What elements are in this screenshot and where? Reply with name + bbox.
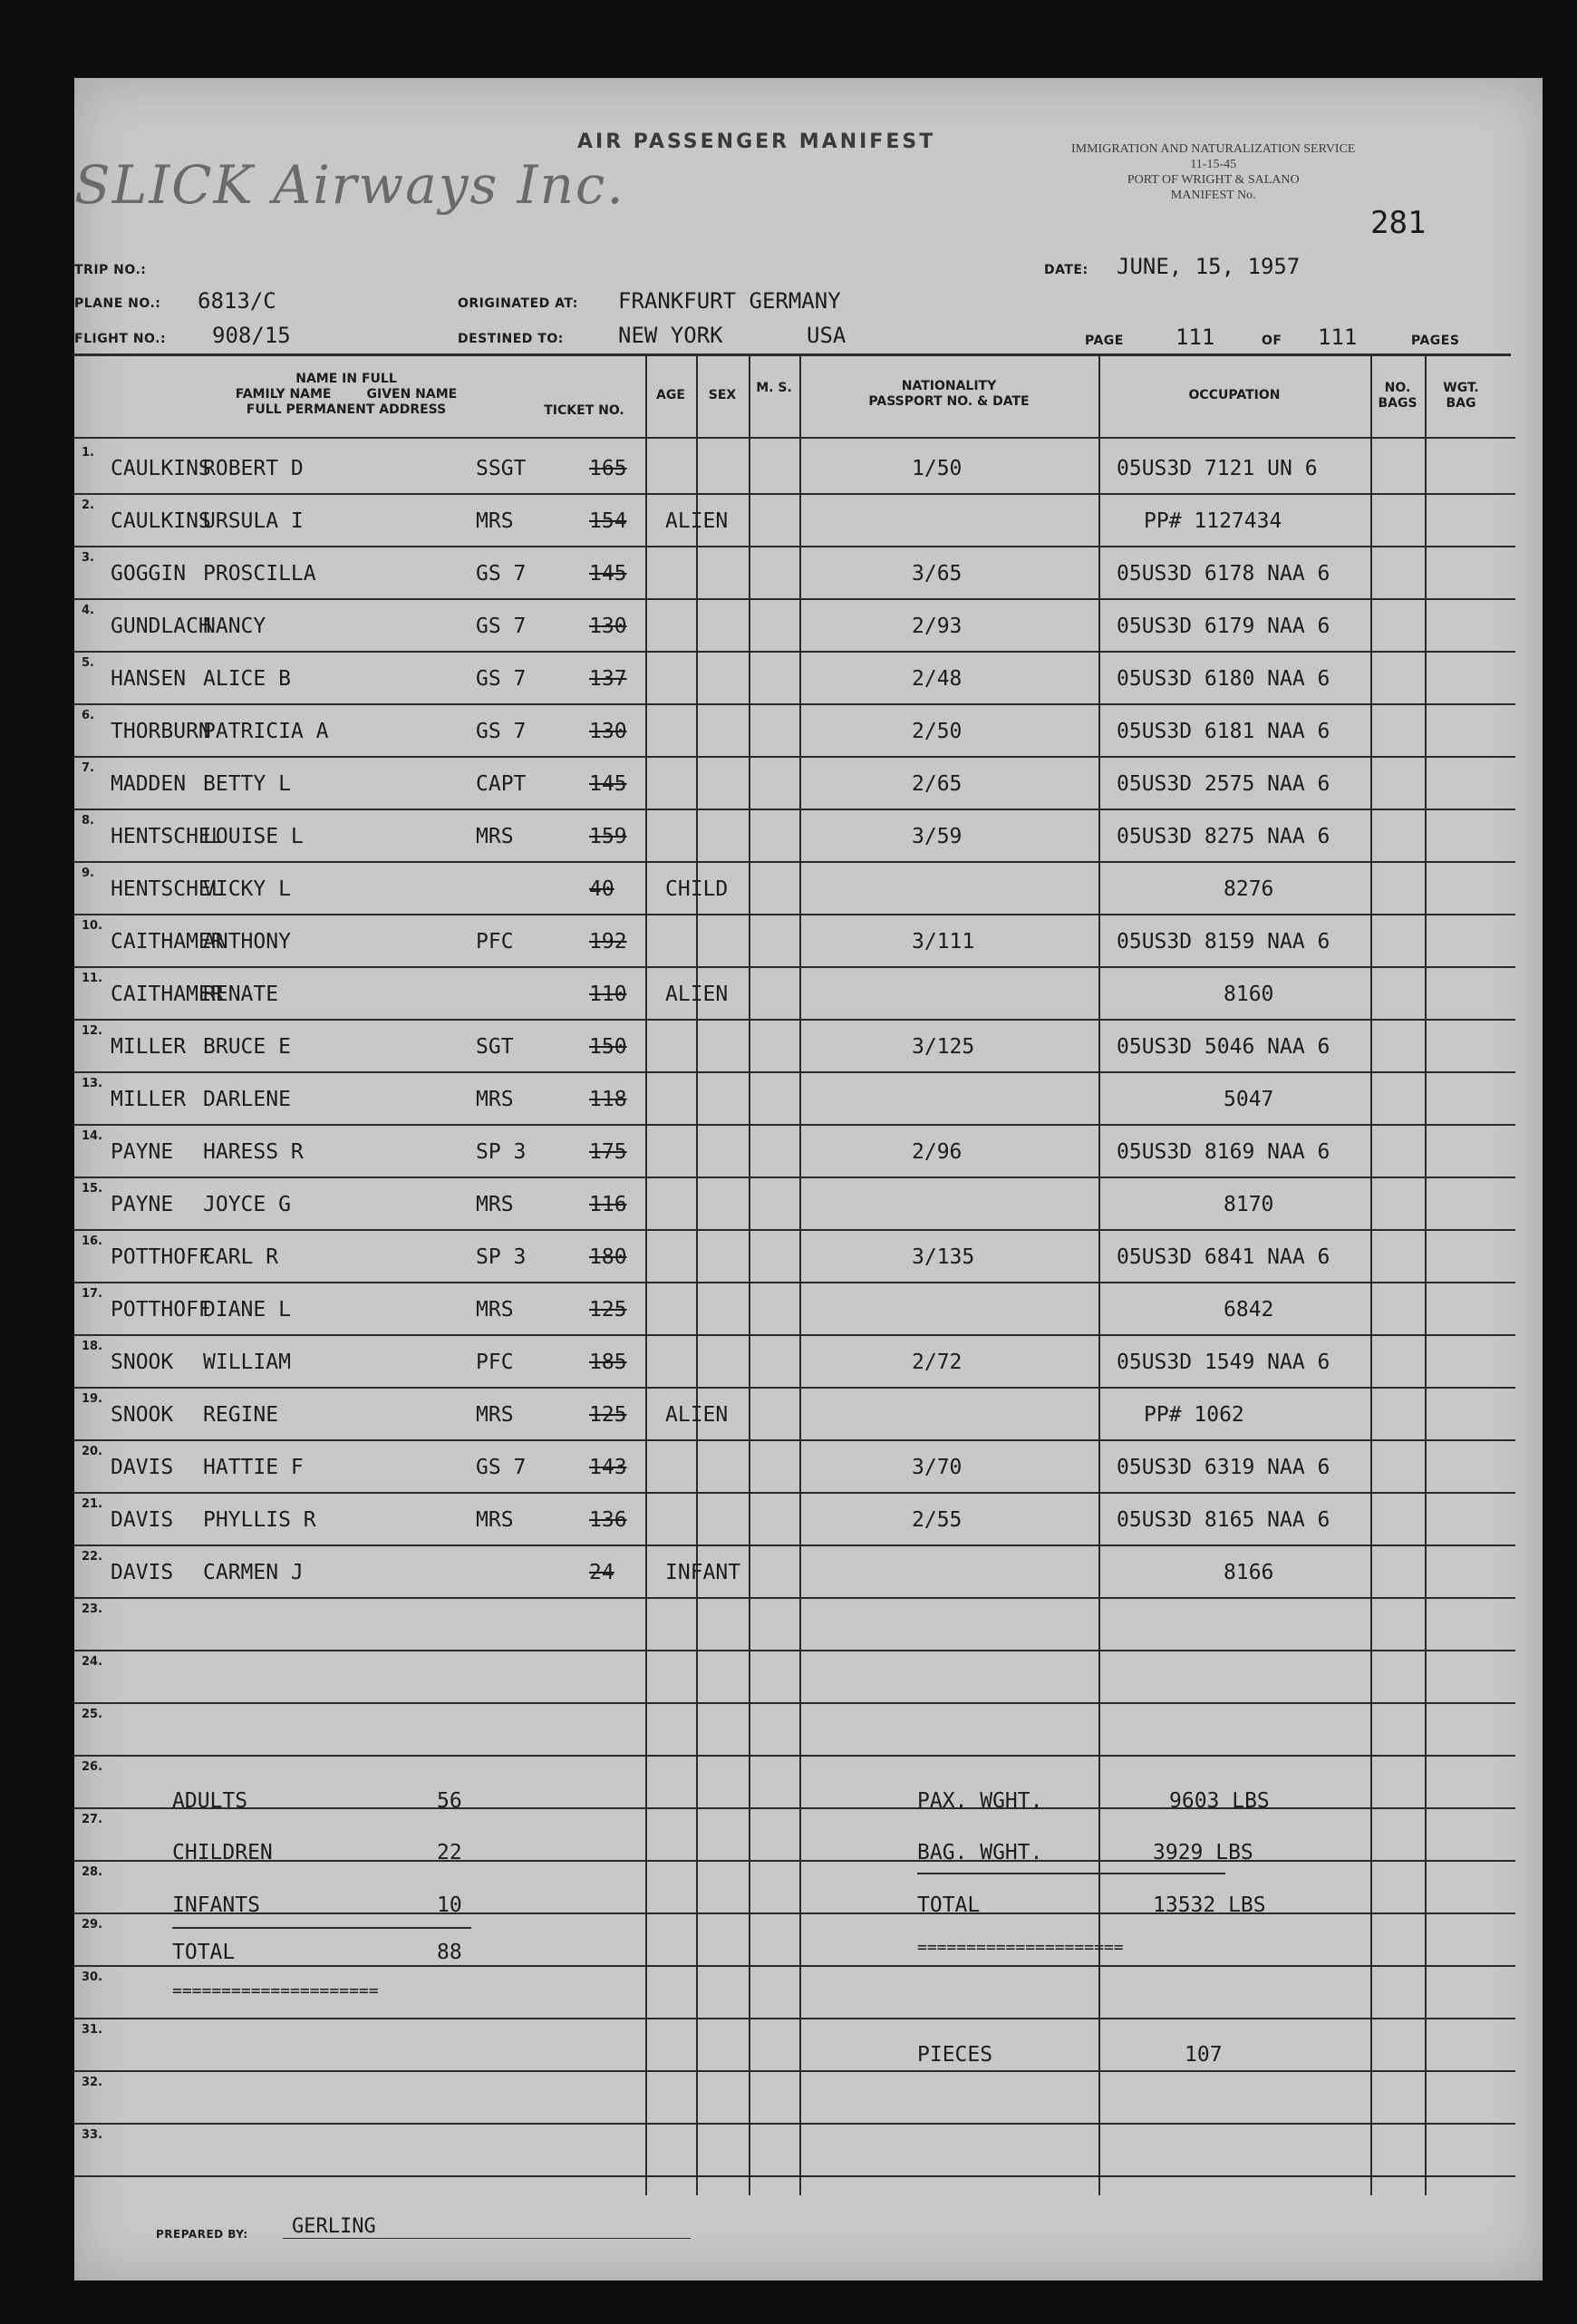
family-name: CAULKINS xyxy=(111,457,211,480)
family-name: MADDEN xyxy=(111,772,187,796)
row-number: 25. xyxy=(82,1708,103,1721)
ticket-column-header: TICKET NO. xyxy=(544,403,624,418)
passport-info: 3/70 xyxy=(912,1456,963,1479)
passport-info: 3/111 xyxy=(912,930,975,954)
occupation: 05US3D 6841 NAA 6 xyxy=(1117,1245,1330,1269)
rank: SGT xyxy=(476,1035,514,1059)
row-line xyxy=(74,2070,1515,2072)
row-number: 3. xyxy=(82,551,94,565)
given-name: PHYLLIS R xyxy=(203,1508,316,1532)
page-number: 281 xyxy=(1370,205,1427,241)
rank: MRS xyxy=(476,1193,514,1216)
occupation: 5047 xyxy=(1224,1088,1274,1111)
occupation: 05US3D 8275 NAA 6 xyxy=(1117,825,1330,848)
name-header-line: FAMILY NAME GIVEN NAME xyxy=(235,387,458,402)
passport-info: 3/65 xyxy=(912,562,963,586)
table-row xyxy=(74,1492,1515,1544)
rank: GS 7 xyxy=(476,615,527,638)
given-name: JOYCE G xyxy=(203,1193,291,1216)
table-row xyxy=(74,1019,1515,1071)
rank: MRS xyxy=(476,825,514,848)
table-row xyxy=(74,703,1515,756)
flight-number: 908/15 xyxy=(212,323,291,348)
rank: GS 7 xyxy=(476,562,527,586)
trip-label: TRIP NO.: xyxy=(74,263,147,277)
ticket-number: 175 xyxy=(589,1140,627,1164)
row-number: 7. xyxy=(82,761,94,775)
passport-info: 3/135 xyxy=(912,1245,975,1269)
row-number: 5. xyxy=(82,656,94,670)
children-label: CHILDREN xyxy=(172,1841,273,1864)
given-name: BETTY L xyxy=(203,772,291,796)
family-name: CAULKINS xyxy=(111,509,211,533)
totals-rule xyxy=(172,1927,471,1929)
ticket-number: 24 xyxy=(589,1561,614,1584)
ticket-number: 110 xyxy=(589,983,627,1006)
weight-total-label: TOTAL xyxy=(917,1893,981,1917)
row-number: 15. xyxy=(82,1182,103,1196)
occupation: 6842 xyxy=(1224,1298,1274,1322)
adults-label: ADULTS xyxy=(172,1789,248,1813)
ticket-number: 116 xyxy=(589,1193,627,1216)
ticket-number: 145 xyxy=(589,562,627,586)
table-row xyxy=(74,914,1515,966)
date-label: DATE: xyxy=(1044,263,1088,277)
family-name: DAVIS xyxy=(111,1561,174,1584)
table-row xyxy=(74,1071,1515,1124)
row-number: 29. xyxy=(82,1918,103,1932)
family-name: GUNDLACH xyxy=(111,615,211,638)
ticket-number: 159 xyxy=(589,825,627,848)
rank: SP 3 xyxy=(476,1140,527,1164)
family-name: HENTSCHEL xyxy=(111,825,224,848)
occupation: PP# 1127434 xyxy=(1144,509,1282,533)
passport-info: 2/55 xyxy=(912,1508,963,1532)
rank: MRS xyxy=(476,1298,514,1322)
family-name: GOGGIN xyxy=(111,562,187,586)
rank: PFC xyxy=(476,1351,514,1374)
row-number: 28. xyxy=(82,1865,103,1879)
family-name: DAVIS xyxy=(111,1508,174,1532)
ticket-number: 118 xyxy=(589,1088,627,1111)
table-row xyxy=(74,1282,1515,1334)
rank: MRS xyxy=(476,1088,514,1111)
row-number: 4. xyxy=(82,604,94,617)
family-name: DAVIS xyxy=(111,1456,174,1479)
given-name: HATTIE F xyxy=(203,1456,304,1479)
row-number: 10. xyxy=(82,919,103,933)
row-line xyxy=(74,1597,1515,1599)
occupation: 05US3D 8169 NAA 6 xyxy=(1117,1140,1330,1164)
row-number: 26. xyxy=(82,1760,103,1774)
ticket-number: 137 xyxy=(589,667,627,691)
table-row xyxy=(74,1177,1515,1229)
ticket-number: 40 xyxy=(589,877,614,901)
passport-info: 2/96 xyxy=(912,1140,963,1164)
prepared-by-label: PREPARED BY: xyxy=(156,2228,248,2241)
occupation: 05US3D 6181 NAA 6 xyxy=(1117,720,1330,743)
pieces-label: PIECES xyxy=(917,2043,993,2067)
row-number: 22. xyxy=(82,1550,103,1564)
table-row xyxy=(74,1387,1515,1439)
rank: SP 3 xyxy=(476,1245,527,1269)
row-line xyxy=(74,1912,1515,1914)
ticket-number: 180 xyxy=(589,1245,627,1269)
ticket-number: 143 xyxy=(589,1456,627,1479)
table-top-border xyxy=(74,353,1511,356)
weight-header-line: WGT. xyxy=(1443,381,1479,395)
ticket-number: 145 xyxy=(589,772,627,796)
row-number: 32. xyxy=(82,2076,103,2089)
occupation: 05US3D 8165 NAA 6 xyxy=(1117,1508,1330,1532)
row-number: 27. xyxy=(82,1813,103,1826)
passenger-total: 88 xyxy=(437,1941,462,1964)
nationality-column-header xyxy=(799,379,1098,410)
family-name: MILLER xyxy=(111,1035,187,1059)
manifest-title: AIR PASSENGER MANIFEST xyxy=(577,131,936,153)
row-number: 23. xyxy=(82,1603,103,1616)
rank: MRS xyxy=(476,1508,514,1532)
family-name: SNOOK xyxy=(111,1351,174,1374)
stamp-line: MANIFEST No. xyxy=(1170,189,1256,202)
given-name: REGINE xyxy=(203,1403,279,1427)
flight-label: FLIGHT NO.: xyxy=(74,332,167,346)
row-number: 20. xyxy=(82,1445,103,1458)
table-row xyxy=(74,966,1515,1019)
nationality-header-line: PASSPORT NO. & DATE xyxy=(868,394,1030,409)
rank: SSGT xyxy=(476,457,527,480)
immigration-stamp xyxy=(1071,141,1355,203)
occupation: 05US3D 7121 UN 6 xyxy=(1117,457,1318,480)
passenger-note: INFANT xyxy=(665,1561,741,1584)
row-number: 19. xyxy=(82,1392,103,1406)
given-name: ALICE B xyxy=(203,667,291,691)
page-total: 111 xyxy=(1318,324,1358,350)
family-name: HENTSCHEL xyxy=(111,877,224,901)
given-name: BRUCE E xyxy=(203,1035,291,1059)
ticket-number: 125 xyxy=(589,1298,627,1322)
given-name: NANCY xyxy=(203,615,266,638)
destined-label: DESTINED TO: xyxy=(458,332,564,346)
age-column-header: AGE xyxy=(656,388,685,402)
airline-logo: SLICK Airways Inc. xyxy=(74,154,625,216)
table-row xyxy=(74,756,1515,809)
row-number: 9. xyxy=(82,867,94,880)
header-bottom-line xyxy=(74,437,1515,439)
row-number: 17. xyxy=(82,1287,103,1301)
passport-info: 1/50 xyxy=(912,457,963,480)
row-number: 13. xyxy=(82,1077,103,1090)
row-line xyxy=(74,2018,1515,2019)
manifest-sheet xyxy=(74,78,1543,2280)
table-row xyxy=(74,493,1515,546)
table-row xyxy=(74,861,1515,914)
row-number: 24. xyxy=(82,1655,103,1669)
weight-header-line: BAG xyxy=(1446,396,1476,411)
family-name: POTTHOFF xyxy=(111,1298,211,1322)
family-name: CAITHAMER xyxy=(111,930,224,954)
given-name: LOUISE L xyxy=(203,825,304,848)
name-column-header xyxy=(156,372,537,418)
occupation: 8170 xyxy=(1224,1193,1274,1216)
given-name: ANTHONY xyxy=(203,930,291,954)
row-number: 1. xyxy=(82,446,94,460)
row-line xyxy=(74,1860,1515,1862)
table-row xyxy=(74,809,1515,861)
passport-info: 2/65 xyxy=(912,772,963,796)
prepared-by: GERLING xyxy=(292,2215,376,2238)
row-line xyxy=(74,1965,1515,1967)
plane-label: PLANE NO.: xyxy=(74,296,161,311)
ticket-number: 154 xyxy=(589,509,627,533)
row-line xyxy=(74,1755,1515,1757)
pieces-count: 107 xyxy=(1185,2043,1223,2067)
row-line xyxy=(74,1702,1515,1704)
row-number: 6. xyxy=(82,709,94,722)
given-name: PROSCILLA xyxy=(203,562,316,586)
row-number: 2. xyxy=(82,499,94,512)
family-name: PAYNE xyxy=(111,1193,174,1216)
ticket-number: 125 xyxy=(589,1403,627,1427)
destined-country: USA xyxy=(807,323,847,348)
given-name: WILLIAM xyxy=(203,1351,291,1374)
pages-label: PAGES xyxy=(1411,334,1460,348)
ticket-number: 192 xyxy=(589,930,627,954)
row-number: 21. xyxy=(82,1497,103,1511)
page-label: PAGE xyxy=(1085,334,1124,348)
ticket-number: 130 xyxy=(589,720,627,743)
given-name: ROBERT D xyxy=(203,457,304,480)
children-count: 22 xyxy=(437,1841,462,1864)
ticket-number: 185 xyxy=(589,1351,627,1374)
sex-column-header: SEX xyxy=(708,388,737,402)
row-line xyxy=(74,1650,1515,1651)
bag-weight: 3929 LBS xyxy=(1153,1841,1253,1864)
infants-count: 10 xyxy=(437,1893,462,1917)
row-number: 8. xyxy=(82,814,94,828)
ticket-number: 165 xyxy=(589,457,627,480)
table-row xyxy=(74,1544,1515,1597)
pax-weight: 9603 LBS xyxy=(1169,1789,1270,1813)
rank: MRS xyxy=(476,509,514,533)
given-name: DIANE L xyxy=(203,1298,291,1322)
table-row xyxy=(74,546,1515,598)
weight-total: 13532 LBS xyxy=(1153,1893,1266,1917)
occupation-column-header: OCCUPATION xyxy=(1188,388,1281,402)
originated-at: FRANKFURT GERMANY xyxy=(618,288,841,314)
occupation: 05US3D 6178 NAA 6 xyxy=(1117,562,1330,586)
bags-header-line: NO. xyxy=(1384,381,1411,395)
manifest-date: JUNE, 15, 1957 xyxy=(1117,254,1301,279)
passenger-note: ALIEN xyxy=(665,509,729,533)
table-row xyxy=(74,1334,1515,1387)
passenger-note: ALIEN xyxy=(665,983,729,1006)
table-row xyxy=(74,1439,1515,1492)
pax-weight-label: PAX. WGHT. xyxy=(917,1789,1043,1813)
occupation: 05US3D 2575 NAA 6 xyxy=(1117,772,1330,796)
rank: GS 7 xyxy=(476,720,527,743)
of-label: OF xyxy=(1262,334,1282,348)
page-current: 111 xyxy=(1175,324,1215,350)
passport-info: 3/59 xyxy=(912,825,963,848)
row-number: 31. xyxy=(82,2023,103,2037)
family-name: THORBURN xyxy=(111,720,211,743)
given-name: RENATE xyxy=(203,983,279,1006)
name-header-line: FULL PERMANENT ADDRESS xyxy=(246,402,447,417)
ticket-number: 136 xyxy=(589,1508,627,1532)
family-name: MILLER xyxy=(111,1088,187,1111)
bags-header-line: BAGS xyxy=(1378,396,1417,411)
rank: GS 7 xyxy=(476,1456,527,1479)
row-number: 30. xyxy=(82,1971,103,1984)
nationality-header-line: NATIONALITY xyxy=(901,379,997,393)
passport-info: 3/125 xyxy=(912,1035,975,1059)
passport-info: 2/50 xyxy=(912,720,963,743)
given-name: DARLENE xyxy=(203,1088,291,1111)
row-line xyxy=(74,2175,1515,2177)
double-underline: ===================== xyxy=(172,1981,379,2000)
table-row xyxy=(74,598,1515,651)
given-name: VICKY L xyxy=(203,877,291,901)
family-name: SNOOK xyxy=(111,1403,174,1427)
passport-info: 2/72 xyxy=(912,1351,963,1374)
plane-number: 6813/C xyxy=(198,288,276,314)
signature-line xyxy=(283,2238,691,2239)
occupation: 8276 xyxy=(1224,877,1274,901)
given-name: PATRICIA A xyxy=(203,720,329,743)
family-name: HANSEN xyxy=(111,667,187,691)
ticket-number: 150 xyxy=(589,1035,627,1059)
occupation: 05US3D 1549 NAA 6 xyxy=(1117,1351,1330,1374)
table-row xyxy=(74,1124,1515,1177)
weight-double-underline: ===================== xyxy=(917,1938,1124,1957)
row-number: 11. xyxy=(82,972,103,985)
stamp-line: PORT OF WRIGHT & SALANO xyxy=(1127,173,1300,187)
occupation: 05US3D 5046 NAA 6 xyxy=(1117,1035,1330,1059)
rank: PFC xyxy=(476,930,514,954)
occupation: 05US3D 6180 NAA 6 xyxy=(1117,667,1330,691)
bags-column-header xyxy=(1370,381,1425,412)
occupation: PP# 1062 xyxy=(1144,1403,1244,1427)
family-name: CAITHAMER xyxy=(111,983,224,1006)
weight-column-header xyxy=(1425,381,1497,412)
row-number: 16. xyxy=(82,1235,103,1248)
passport-info: 2/93 xyxy=(912,615,963,638)
row-number: 33. xyxy=(82,2128,103,2142)
row-line xyxy=(74,1807,1515,1809)
given-name: CARL R xyxy=(203,1245,279,1269)
family-name: PAYNE xyxy=(111,1140,174,1164)
given-name: URSULA I xyxy=(203,509,304,533)
passport-info: 2/48 xyxy=(912,667,963,691)
row-number: 18. xyxy=(82,1340,103,1353)
occupation: 05US3D 8159 NAA 6 xyxy=(1117,930,1330,954)
rank: MRS xyxy=(476,1403,514,1427)
bag-weight-label: BAG. WGHT. xyxy=(917,1841,1043,1864)
passenger-total-label: TOTAL xyxy=(172,1941,236,1964)
table-row xyxy=(74,441,1515,493)
occupation: 8166 xyxy=(1224,1561,1274,1584)
given-name: HARESS R xyxy=(203,1140,304,1164)
row-number: 14. xyxy=(82,1129,103,1143)
passenger-note: ALIEN xyxy=(665,1403,729,1427)
stamp-line: IMMIGRATION AND NATURALIZATION SERVICE xyxy=(1071,142,1356,156)
rank: CAPT xyxy=(476,772,527,796)
table-row xyxy=(74,1229,1515,1282)
rank: GS 7 xyxy=(476,667,527,691)
destined-city: NEW YORK xyxy=(618,323,723,348)
adults-count: 56 xyxy=(437,1789,462,1813)
family-name: POTTHOFF xyxy=(111,1245,211,1269)
weight-rule xyxy=(917,1873,1225,1874)
occupation: 05US3D 6179 NAA 6 xyxy=(1117,615,1330,638)
row-number: 12. xyxy=(82,1024,103,1038)
occupation: 05US3D 6319 NAA 6 xyxy=(1117,1456,1330,1479)
stamp-line: 11-15-45 xyxy=(1190,158,1237,171)
passenger-note: CHILD xyxy=(665,877,729,901)
infants-label: INFANTS xyxy=(172,1893,260,1917)
name-header-line: NAME IN FULL xyxy=(295,372,397,386)
originated-label: ORIGINATED AT: xyxy=(458,296,578,311)
table-row xyxy=(74,651,1515,703)
given-name: CARMEN J xyxy=(203,1561,304,1584)
occupation: 8160 xyxy=(1224,983,1274,1006)
ms-column-header: M. S. xyxy=(756,381,792,395)
ticket-number: 130 xyxy=(589,615,627,638)
row-line xyxy=(74,2123,1515,2125)
